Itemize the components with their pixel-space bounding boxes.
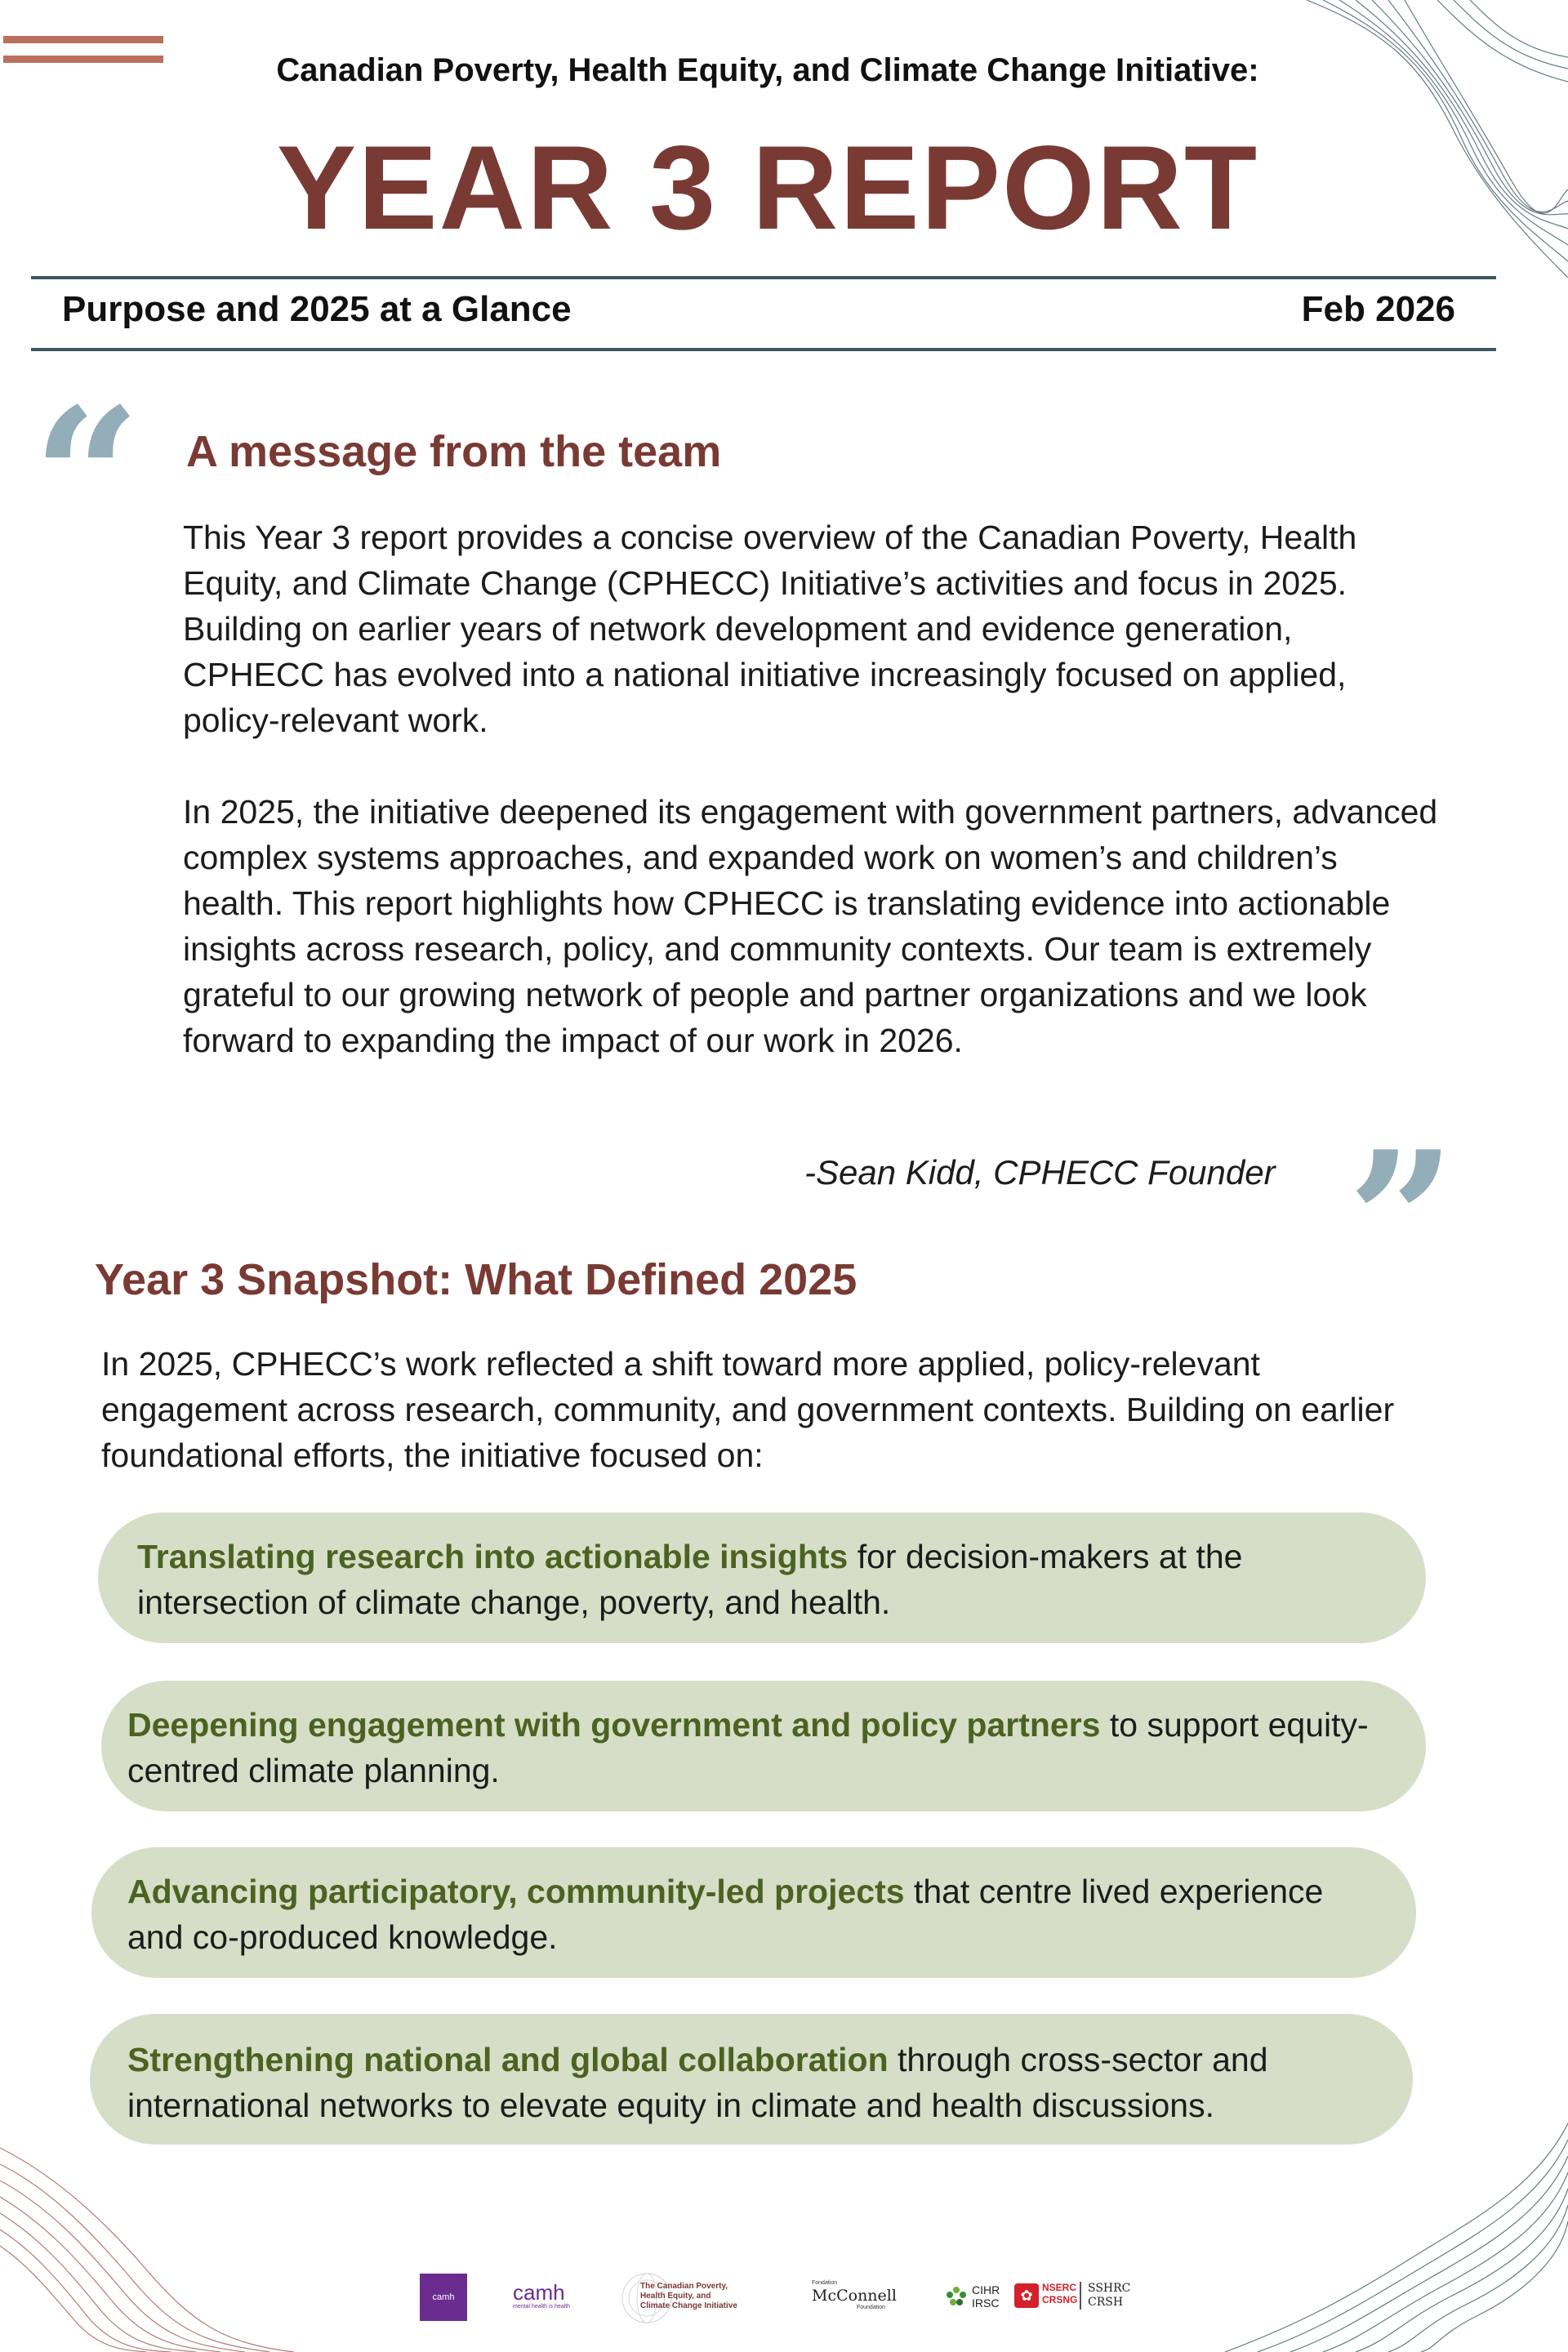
snapshot-item-lead: Deepening engagement with government and policy partners [127,1706,1101,1744]
sshrc-logo-text: SSHRC [1088,2282,1131,2295]
message-paragraph: This Year 3 report provides a concise overview of the Canadian Poverty, Health Equity, and Climate Change (CPHECC) Initiative’s activities and focus in 2025. Building on earlier years of network development and evidence generation, CPHECC has evolved into a national initiative increasingly focused on applied, policy-relevant work. [183,519,1357,739]
band-date: Feb 2026 [1301,289,1455,329]
nserc-logo-text: NSERC [1042,2282,1077,2293]
crsng-logo-text: CRSNG [1042,2294,1078,2305]
message-paragraph: In 2025, the initiative deepened its engagement with government partners, advanced complex systems approaches, and expanded work on women’s and children’s health. This report highlights how CPHECC is translating evidence into actionable insights across research, policy, and community contexts. Our team is extremely grateful to our growing network of people and partner organizations and we look forward to expanding the impact of our work in 2026. [183,793,1438,1059]
camh-logo [513,2282,586,2310]
crsh-logo-text: CRSH [1088,2296,1124,2309]
snapshot-item [91,1847,1416,1978]
snapshot-item-text: for decision-makers at the intersection of climate change, poverty, and health. [137,1538,1243,1621]
snapshot-item [90,2014,1413,2145]
partner-logos [0,2272,1568,2324]
snapshot-item-lead: Advancing participatory, community-led projects [127,1873,905,1910]
snapshot-item-text: through cross-sector and international networks to elevate equity in climate and health discussions. [127,2041,1268,2124]
irsc-logo-text: IRSC [972,2296,1000,2310]
sshrc-logo [1080,2282,1130,2310]
snapshot-item [101,1681,1426,1811]
header-band [31,276,1496,351]
report-title: YEAR 3 REPORT [276,121,1259,254]
cihr-leaf-icon [942,2283,970,2311]
mcconnell-logo-sub: Foundation [856,2305,885,2310]
cihr-logo-text: CIHR [972,2283,1000,2296]
open-quote-icon: “ [33,368,141,588]
snapshot-item-text: that centre lived experience and co-produced knowledge. [127,1873,1324,1956]
band-section-label: Purpose and 2025 at a Glance [62,289,572,329]
message-signature: -Sean Kidd, CPHECC Founder [804,1153,1276,1192]
cphecc-logo-line: The Canadian Poverty, [640,2282,728,2291]
mcconnell-logo-top: Fondation [812,2280,838,2286]
camh-logo-text: camh [513,2280,565,2305]
snapshot-item-lead: Strengthening national and global collaboration [127,2041,889,2078]
snapshot-heading: Year 3 Snapshot: What Defined 2025 [95,1255,858,1304]
cphecc-logo-line: Health Equity, and [640,2292,711,2301]
message-heading: A message from the team [186,427,722,476]
snapshot-item [98,1512,1426,1643]
snapshot-intro: In 2025, CPHECC’s work reflected a shift toward more applied, policy-relevant engagement across research, community, and government contexts. Building on earlier foundational efforts, the initiative focused on: [101,1345,1395,1474]
snapshot-item-text: to support equity-centred climate planning. [127,1706,1369,1789]
canada-flag-icon: ✿ [1014,2283,1039,2308]
mcconnell-logo-text: McConnell [812,2287,897,2305]
message-body [183,514,1441,1109]
camh-box-logo: camh [420,2274,467,2321]
snapshot-item-lead: Translating research into actionable insights [137,1538,849,1575]
camh-logo-subtext: mental health is health [513,2304,571,2310]
report-subtitle: Canadian Poverty, Health Equity, and Climate Change Initiative: [276,52,1259,88]
close-quote-icon: ” [1348,1111,1456,1331]
cphecc-logo-line: Climate Change Initiative [640,2301,737,2310]
mcconnell-logo [812,2280,897,2311]
